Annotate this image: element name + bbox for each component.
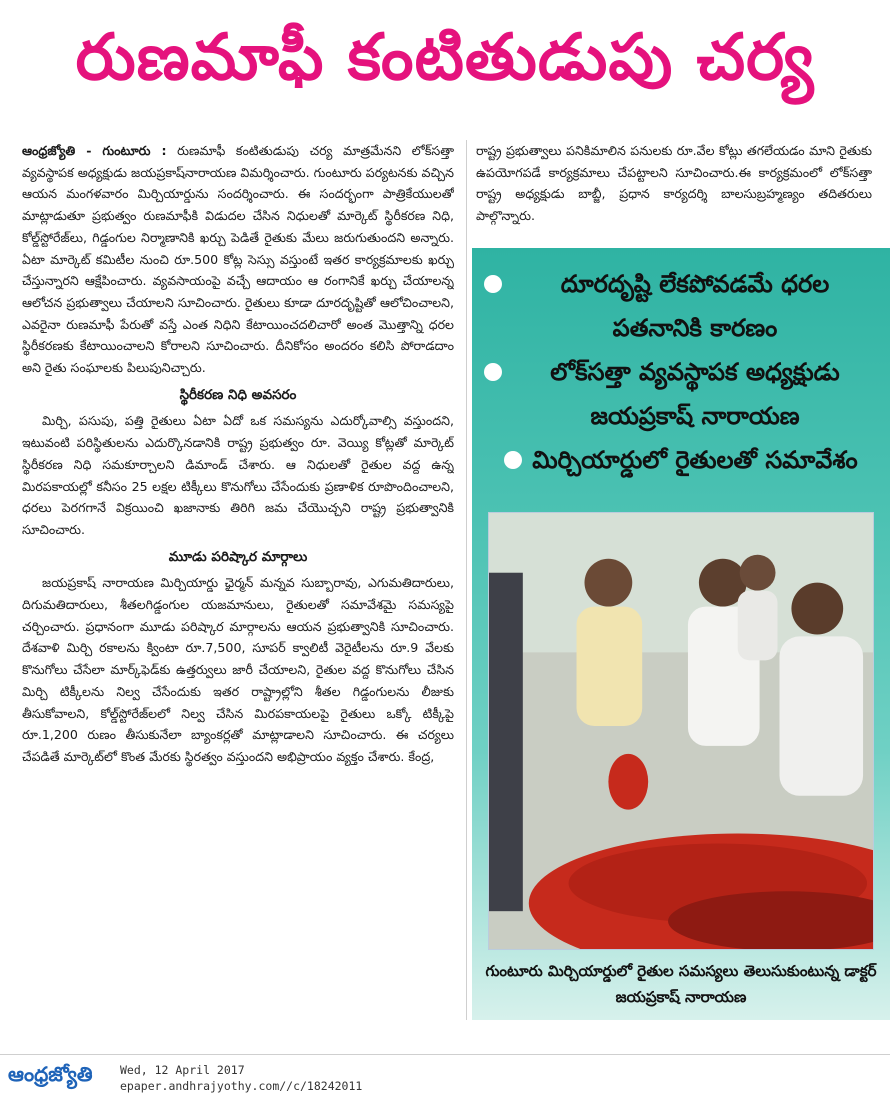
footer-divider bbox=[0, 1054, 890, 1055]
article-intro-paragraph bbox=[22, 140, 454, 379]
headline: రుణమాఫీ కంటితుడుపు చర్య bbox=[75, 20, 815, 95]
bullet-icon bbox=[484, 363, 502, 381]
highlight-text: దూరదృష్టి లేకపోవడమే ధరల పతనానికి కారణం bbox=[560, 270, 830, 342]
highlight-point bbox=[472, 350, 890, 438]
article-continued: రాష్ట్ర ప్రభుత్వాలు పనికిమాలిన పనులకు రూ.వేల కోట్లు తగలేయడం మాని రైతుకు ఉపయోగపడే కార్యక్రమాలు చేపట్టాలని సూచించారు.ఈ కార్యక్రమంలో లోక్‌సత్తా రాష్ట్ర అధ్యక్షుడు బాబ్జీ, ప్రధాన కార్యదర్శి బాలసుబ్రహ్మణ్యం తదితరులు పాల్గొన్నారు. bbox=[476, 143, 872, 224]
byline: ఆంధ్రజ్యోతి - గుంటూరు : bbox=[22, 143, 167, 158]
highlight-text: మిర్చియార్డులో రైతులతో సమావేశం bbox=[532, 446, 858, 474]
highlight-text: లోక్‌సత్తా వ్యవస్థాపక అధ్యక్షుడు జయప్రకాష్‌ నారాయణ bbox=[550, 358, 840, 430]
footer-logo: ఆంధ్రజ్యోతి bbox=[8, 1062, 93, 1086]
article-paragraph-2: మిర్చి, పసుపు, పత్తి రైతులు ఏటా ఏదో ఒక సమస్యను ఎదుర్కోవాల్సి వస్తుందని, ఇటువంటి పరిస్థితులను ఎదుర్కొనడానికి రాష్ట్ర ప్రభుత్వం రూ. వెయ్యి కోట్లతో మార్కెట్‌ స్థిరీకరణ నిధి సమకూర్చాలని డిమాండ్‌ చేశారు. ఆ నిధులతో రైతుల వద్ద ఉన్న మిరపకాయల్లో కనీసం 25 లక్షల టిక్కీలు కొనుగోలు చేసేందుకు ప్రణాళిక రూపొందించాలని, ధరలు పెరగగానే విక్రయించి ఖజానాకు తిరిగి జమ చేయొచ్చని రాష్ట్ర ప్రభుత్వానికి సూచించారు. bbox=[22, 413, 454, 537]
intro-text: రుణమాఫీ కంటితుడుపు చర్య మాత్రమేనని లోక్‌సత్తా వ్యవస్థాపక అధ్యక్షుడు జయప్రకాష్‌నారాయణ విమర్శించారు. గుంటూరు పర్యటనకు వచ్చిన ఆయన మంగళవారం మిర్చియార్డును సందర్శించారు. ఈ సందర్భంగా పాత్రికేయులతో మాట్లాడుతూ ప్రభుత్వం రుణమాఫీకి విడుదల చేసిన నిధులతో మార్కెట్‌ స్థిరీకరణ నిధి, కోల్డ్‌స్టోరేజ్‌లు, గిడ్డంగుల నిర్మాణానికి ఖర్చు పెడితే రైతుకు మేలు జరుగుతుందని అన్నారు. ఏటా మార్కెట్‌ కమిటీల నుంచి రూ.500 కోట్ల సెస్సు వస్తుంటే ఇతర కార్యక్రమాలకు ఖర్చు చేస్తున్నారని ఆక్షేపించారు. వ్యవసాయంపై వచ్చే ఆదాయం ఆ రంగానికే ఖర్చు చేయాలన్న ఆలోచన ప్రభుత్వాలు చేయాలని సూచించారు. రైతులు కూడా దూరదృష్టితో ఆలోచించాలని, ఎవరైనా రుణమాఫీ పేరుతో వస్తే ఎంత నిధిని కేటాయించదలిచారో అంత మొత్తాన్ని ధరల స్థిరీకరణకు కేటాయించాలని కోరాలని సూచించారు. దీనికోసం అందరం కలిసి పోరాడదాం అని రైతు సంఘాలకు పిలుపునిచ్చారు. bbox=[22, 143, 454, 376]
footer-date: Wed, 12 April 2017 bbox=[120, 1063, 245, 1077]
article-paragraph-3: జయప్రకాష్‌ నారాయణ మిర్చియార్డు ఛైర్మన్‌ మన్నవ సుబ్బారావు, ఎగుమతిదారులు, దిగుమతిదారులు, శీతలగిడ్డంగుల యజమానులు, రైతులతో సమావేశమై సమస్యపై చర్చించారు. ప్రధానంగా మూడు పరిష్కార మార్గాలను ఆయన ప్రభుత్వానికి సూచించారు. దేశవాళి మిర్చి రకాలను క్వింటా రూ.7,500, సూపర్‌ క్వాలిటీ వెరైటీలను రూ.9 వేలకు కొనుగోలు చేసేలా మార్క్‌ఫెడ్‌కు ఉత్తర్వులు జారీ చేయాలని, రైతుల వద్ద కొనుగోలు చేసిన మిర్చి టిక్కీలను నిల్వ చేసేందుకు ఇతర రాష్ట్రాల్లోని శీతల గిడ్డంగులను లీజుకు తీసుకోవాలని, కోల్డ్‌స్టోరేజ్‌లలో నిల్వ చేసిన మిరపకాయలపై రైతులు ఒక్కో టిక్కీపై రూ.1,200 రుణం తీసుకునేలా బ్యాంకర్లతో మాట్లాడాలని సూచించారు. ఈ చర్యలు చేపడితే మార్కెట్‌లో కొంత మేరకు స్థిరత్వం వస్తుందని అభిప్రాయం వ్యక్తం చేశారు. కేంద్ర, bbox=[22, 575, 454, 764]
bullet-icon bbox=[484, 275, 502, 293]
photo-illustration bbox=[489, 513, 873, 949]
subhead-stabilization-fund: స్థిరీకరణ నిధి అవసరం bbox=[179, 386, 297, 403]
highlight-point bbox=[472, 262, 890, 350]
subhead-three-solutions: మూడు పరిష్కార మార్గాలు bbox=[168, 548, 308, 565]
highlight-point bbox=[472, 438, 890, 482]
highlight-points bbox=[472, 262, 890, 482]
photo-caption: గుంటూరు మిర్చియార్డులో రైతుల సమస్యలు తెలుసుకుంటున్న డాక్టర్‌ జయప్రకాష్‌ నారాయణ bbox=[485, 962, 877, 1006]
article-left-column bbox=[22, 140, 454, 1020]
column-divider bbox=[466, 140, 467, 1020]
news-photo bbox=[488, 512, 874, 950]
bullet-icon bbox=[504, 451, 522, 469]
footer-meta bbox=[120, 1062, 362, 1094]
highlight-box bbox=[472, 248, 890, 1020]
footer-url[interactable]: epaper.andhrajyothy.com//c/18242011 bbox=[120, 1079, 363, 1093]
